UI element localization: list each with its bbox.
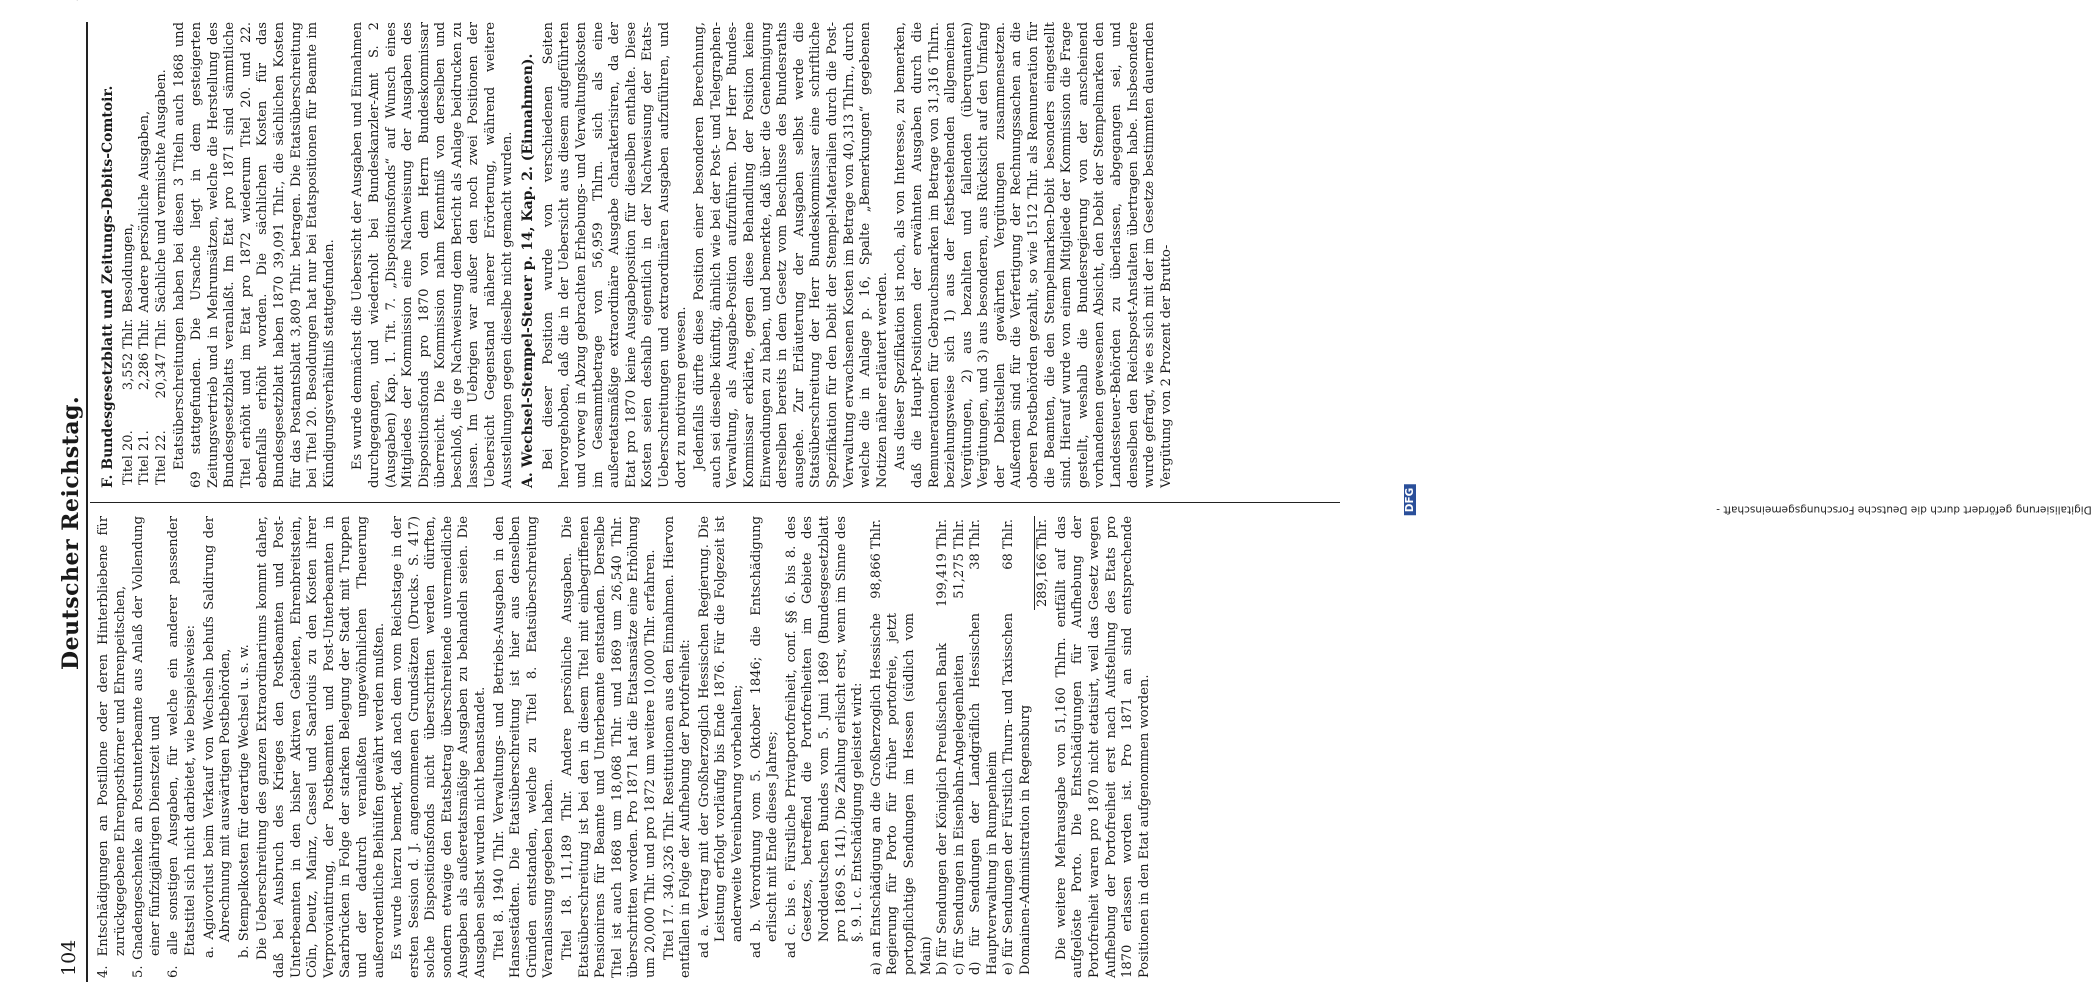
title-label: Titel 20. [120, 430, 136, 485]
table-row [137, 22, 154, 488]
ledger-total: 289,166 Thlr. [1035, 516, 1052, 610]
credit-text: Digitalisierung gefördert durch die Deutsche Forschungsgemeinschaft - [1716, 503, 2092, 516]
ledger-amount: 98,866 Thlr. [868, 519, 884, 599]
sub-list-item: b. Stempelkosten für derartige Wechsel u. s. w. [236, 644, 252, 958]
paragraph: Titel 8. 1940 Thlr. Verwaltungs- und Betriebs-Ausgaben in den Hansestädten. Die Etatsüberschreitung ist hier aus denselben Gründen entstanden, welche zu Titel 8. Etatsüberschreitung Veranlassung gegeben haben. [491, 516, 557, 978]
ledger-label: b) für Sendungen der Königlich Preußischen Bank [935, 642, 951, 975]
header-rule [86, 22, 88, 982]
left-column [96, 516, 1155, 978]
section-heading: F. Bundesgesetzblatt und Zeitungs-Debits-Comtoir. [100, 85, 116, 488]
page-number: 104 [58, 939, 80, 976]
title-amount: 3,552 Thlr. [120, 318, 136, 391]
table-row [968, 516, 1001, 978]
table-row [952, 516, 969, 978]
list-item: 6. alle sonstigen Ausgaben, für welche ein anderer passender Etatstitel sich nicht darbietet, wie beispielsweise: [166, 516, 198, 978]
table-row [121, 22, 138, 488]
list-item: 4. Entschädigungen an Postillone oder deren Hinterbliebene für zurückgegebene Ehrenposthörner und Ehrenpeitschen, [96, 516, 128, 978]
paragraph: Es wurde demnächst die Uebersicht der Ausgaben und Einnahmen durchgegangen, und wiederholt bei Bundeskanzler-Amt S. 2 (Ausgaben) Kap. 1. Tit. 7. „Dispositionsfonds“ auf Wunsch eines Mitgliedes der Kommission eine Nachweisung der Ausgaben des Dispositionsfonds pro 1870 von dem Herrn Bundeskommissar überreicht. Die Kommission nahm Kenntniß von derselben und beschloß, die ge Nachweisung dem Bericht als Anlage beidrucken zu lassen. Im Uebrigen war außer den noch zwei Positionen der Uebersicht Gegenstand näherer Erörterung, während weitere Ausstellungen gegen dieselbe nicht gemacht wurden. [350, 22, 515, 488]
ledger-label: c) für Sendungen in Eisenbahn-Angelegenheiten [951, 654, 967, 975]
table-row [154, 22, 171, 488]
ledger-table [869, 516, 1052, 978]
ledger-label: d) für Sendungen der Landgräflich Hessischen Hauptverwaltung in Rumpenheim [968, 613, 1000, 975]
page-header-left: Deutscher Reichstag. [58, 395, 84, 670]
title-text: Andere persönliche Ausgaben, [137, 110, 153, 313]
paragraph: Jedenfalls dürfte diese Position einer besonderen Berechnung, auch sei dieselbe künftig, ähnlich wie bei der Post- und Telegraphen-Verwaltung, als Ausgabe-Position aufzuführen. Der Herr Bundes-Kommissar erklärte, gegen diese Behandlung der Position keine Einwendungen zu haben, und bemerkte, daß über die Genehmigung derselben bereits in dem Gesetz vom Beschlusse des Bundesraths ausgehe. Zur Erläuterung der Ausgaben selbst werde die Statsüberschreitung der Herr Bundeskommissar eine schriftliche Spezifikation für den Debit der Stempel-Materialien durch die Post-Verwaltung erwachsenen Kosten im Betrage von 40,313 Thlrn., durch welche die in Anlage p. 16, Spalte „Bemerkungen“ gegebenen Notizen näher erläutert werden. [692, 22, 890, 488]
dfg-logo: DFG [1404, 485, 1416, 516]
title-text: Sächliche und vermischte Ausgaben. [153, 69, 169, 313]
digitization-credit [1404, 0, 2092, 1000]
paragraph: Bei dieser Position wurde von verschiedenen Seiten hervorgehoben, daß die in der Uebersicht aus diesem aufgeführten und vorweg in Abzug gebrachten Erhebungs- und Verwaltungskosten im Gesammtbetrage von 56,959 Thlrn. sich als eine außeretatsmäßige extraordinäre Ausgabe charakterisiren, da der Etat pro 1870 keine Ausgabeposition für dieselben enthalte. Diese Kosten seien deshalb eigentlich in der Nachweisung der Etats-Ueberschreitungen und extraordinären Ausgaben aufzuführen, und dort zu motiviren gewesen. [540, 22, 689, 488]
right-column [96, 22, 1177, 488]
title-text: Besoldungen, [120, 223, 136, 313]
ledger-label: e) für Sendungen der Fürstlich Thurn- und Taxisschen Domainen-Administration in Regensburg [1001, 613, 1034, 975]
section-heading: A. Wechsel-Stempel-Steuer p. 14, Kap. 2. (Einnahmen). [520, 53, 537, 488]
paragraph: Etatsüberschreitungen haben bei diesen 3 Titeln auch 1868 und 69 stattgefunden. Die Ursache liegt in dem gesteigerten Zeitungsvertrieb und in Mehrumsätzen, welche die Herstellung des Bundesgesetzblatts veranlaßt. Im Etat pro 1871 sind sämmtliche Titel erhöht und im Etat pro 1872 wiederum Titel 20. und 22. ebenfalls erhöht worden. Die sächlichen Kosten für das Bundesgesetzblatt haben 1870 39,091 Thlr., die sächlichen Kosten für das Postamtsblatt 3,809 Thlr. betragen. Die Etatsüberschreitung bei Titel 20. Besoldungen hat nur bei Etatspositionen für Beamte im Kündigungsverhältniß stattgefunden. [172, 22, 337, 488]
ad-item: ad a. Vertrag mit der Großherzoglich Hessischen Regierung. Die Leistung erfolgt vorläufig bis Ende 1876. Für die Folgezeit ist anderweite Vereinbarung vorbehalten; [696, 516, 745, 958]
ledger-amount: 51,275 Thlr. [951, 519, 967, 599]
ad-item: ad c. bis e. Fürstliche Privatportofreiheit, conf. §§ 6. bis 8. des Gesetzes, betreffend die Portofreiheiten im Gebiete des Norddeutschen Bundes vom 5. Juni 1869 (Bundesgesetzblatt pro 1869 S. 141). Die Zahlung erlischt erst, wenn im Sinne des §. 9. l. c. Entschädigung geleistet wird: [783, 516, 866, 958]
paragraph: Titel 17. 340,326 Thlr. Restitutionen aus den Einnahmen. Hiervon entfallen in Folge der Aufhebung der Portofreiheit: [661, 516, 694, 978]
ad-item: ad b. Verordnung vom 5. Oktober 1846; die Entschädigung erlischt mit Ende dieses Jahres; [748, 516, 781, 958]
list-item: 5. Gnadengeschenke an Postunterbeamte aus Anlaß der Vollendung einer fünfzigjährigen Dienstzeit und [131, 516, 163, 978]
ledger-amount: 68 Thlr. [1001, 519, 1017, 570]
table-row [869, 516, 935, 978]
table-row [1001, 516, 1034, 978]
title-label: Titel 22. [153, 430, 169, 485]
table-row [1035, 516, 1052, 978]
column-divider [90, 502, 1340, 503]
title-amount: 2,286 Thlr. [137, 318, 153, 391]
paragraph: Aus dieser Spezifikation ist noch, als von Interesse, zu bemerken, daß die Haupt-Positionen der erwähnten Ausgaben durch die Remunerationen für Gebrauchsmarken im Betrage von 31,316 Thlrn. beziehungsweise sich 1) aus der festbestehenden allgemeinen Vergütungen, 2) aus bezahlten und fallenden (überquanten) Vergütungen, und 3) aus besonderen, aus Rücksicht auf den Umfang der Debitstellen gewährten Vergütungen zusammensetzen. Außerdem sind für die Verfertigung der Rechnungssachen an die oberen Postbehörden gezahlt, so wie 1512 Thlr. als Remuneration für die Beamten, die den Stempelmarken-Debit besonders eingestellt sind. Hierauf wurde von einem Mitgliede der Kommission die Frage gestellt, weshalb die Bundesregierung von der anscheinend vorhandenen gewesenen Absicht, den Debit der Stempelmarken den Landessteuer-Behörden zu überlassen, abgegangen sei, und denselben den Reichspost-Anstalten übertragen habe. Insbesondere wurde gefragt, wie es sich mit der im Gesetze bestimmten dauernden Vergütung von 2 Prozent der Brutto- [893, 22, 1174, 488]
paragraph: Die weitere Mehrausgabe von 51,160 Thlrn. entfällt auf das aufgelöste Porto. Die Entschädigungen für Aufhebung der Portofreiheit waren pro 1870 nicht etatisirt, weil das Gesetz wegen Aufhebung der Portofreiheit erst nach Aufstellung des Etats pro 1870 erlassen worden ist. Pro 1871 an sind entsprechende Positionen in den Etat aufgenommen worden. [1053, 516, 1152, 978]
ledger-amount: 199,419 Thlr. [935, 519, 951, 608]
paragraph: Die Ueberschreitung des ganzen Extraordinariums kommt daher, daß bei Ausbruch des Krieges den Postbeamten und Post-Unterbeamten in den bisher Aktiven Gebieten, Ehrenbreitstein, Cöln, Deutz, Mainz, Cassel und Saarlouis zu den Kosten ihrer Verproviantirung, der Postbeamten und Post-Unterbeamten in Saarbrücken in Folge der starken Belegung der Stadt mit Truppen und der dadurch veranlaßten ungewöhnlichen Theuerung außerordentliche Beihülfen gewährt werden mußten. [255, 516, 387, 978]
titles-table [121, 22, 171, 488]
gap [340, 22, 350, 488]
ledger-label: a) an Entschädigung an die Großherzoglich Hessische Regierung für Porto für früher portofreie, jetzt portopflichtige Sendungen im Hessen (südlich vom Main) [868, 613, 934, 975]
paragraph: Titel 18. 11,189 Thlr. Andere persönliche Ausgaben. Die Etatsüberschreitung ist bei den in diesem Titel mit einbegriffenen Pensionirens für Beamte und Unterbeamte entstanden. Derselbe Titel ist auch 1868 um 18,068 Thlr. und 1869 um 26,540 Thlr. überschritten worden. Pro 1871 hat die Etatsansätze eine Erhöhung um 20,000 Thlr. und pro 1872 um weitere 10,000 Thlr. erfahren. [560, 516, 658, 978]
sub-list-item: a. Agiovorlust beim Verkauf von Wechseln behufs Saldirung der Abrechnung mit auswärtigen Postbehörden, [201, 516, 234, 958]
title-amount: 20,347 Thlr. [153, 318, 169, 399]
paragraph: Es wurde hierzu bemerkt, daß nach dem vom Reichstage in der ersten Session d. J. angenommenen Grundsätzen (Drucks. S. 417) solche Dispositionsfonds nicht überschritten werden dürften, sondern etwaige den Etatsbetrag überschreitende unvermeidliche Ausgaben als außeretatsmäßige Ausgaben zu behandeln seien. Die Ausgaben selbst wurden nicht beanstandet. [390, 516, 489, 978]
table-row [935, 516, 952, 978]
ledger-amount: 38 Thlr. [968, 519, 984, 570]
title-label: Titel 21. [137, 430, 153, 485]
